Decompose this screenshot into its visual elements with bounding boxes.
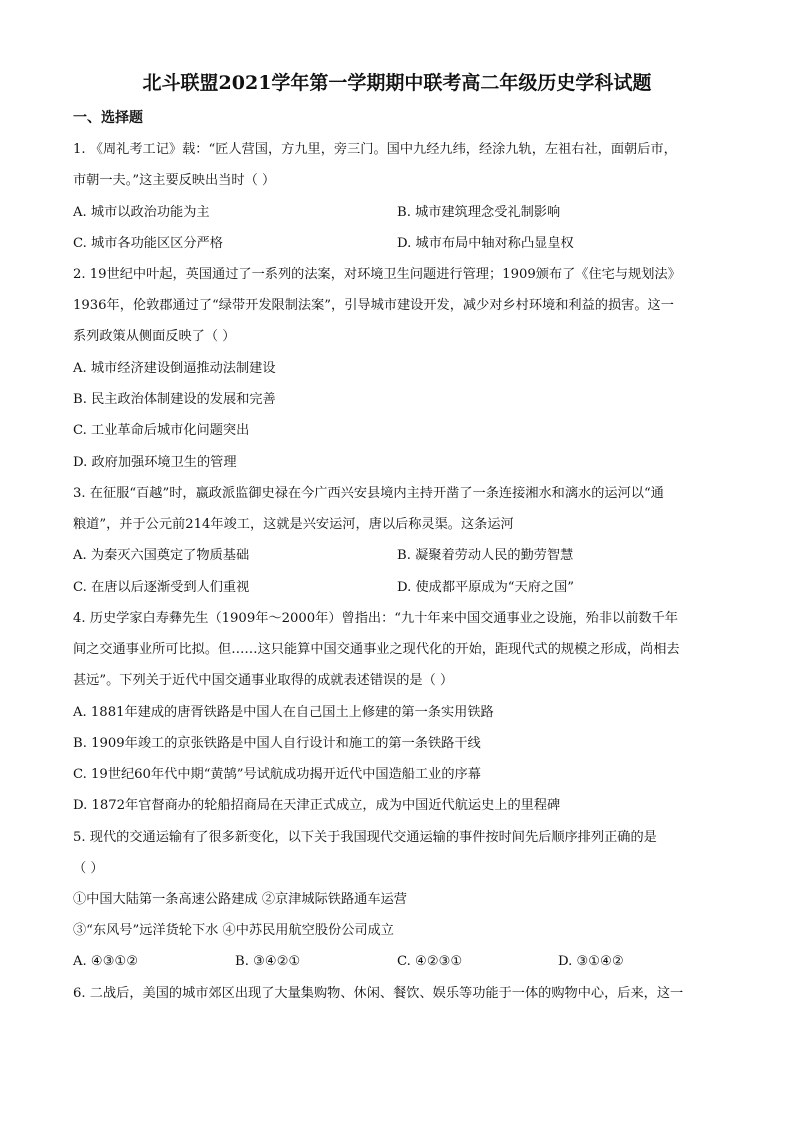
q4-option-b: B. 1909年竣工的京张铁路是中国人自行设计和施工的第一条铁路干线 [73, 736, 481, 751]
q5-stem-line-1: 5. 现代的交通运输有了很多新变化，以下关于我国现代交通运输的事件按时间先后顺序排列正确的是 [73, 830, 657, 845]
q5-option-b: B. ③④②① [235, 954, 301, 969]
q2-option-a: A. 城市经济建设倒逼推动法制建设 [73, 361, 276, 376]
q6-stem-line-1: 6. 二战后，美国的城市郊区出现了大量集购物、休闲、餐饮、娱乐等功能于一体的购物中心，后来，这一 [73, 986, 684, 1001]
q4-stem-line-3: 甚远”。下列关于近代中国交通事业取得的成就表述错误的是（ ） [73, 673, 454, 688]
q1-option-a: A. 城市以政治功能为主 [73, 205, 210, 220]
q1-option-d: D. 城市布局中轴对称凸显皇权 [397, 236, 574, 251]
q2-option-b: B. 民主政治体制建设的发展和完善 [73, 392, 276, 407]
q2-option-d: D. 政府加强环境卫生的管理 [73, 455, 237, 470]
q1-stem-line-2: 市朝一夫。”这主要反映出当时（ ） [73, 173, 276, 188]
q3-option-d: D. 使成都平原成为“天府之国” [397, 580, 575, 595]
page-title: 北斗联盟2021学年第一学期期中联考高二年级历史学科试题 [142, 72, 652, 94]
q3-stem-line-1: 3. 在征服“百越”时，嬴政派监御史禄在今广西兴安县境内主持开凿了一条连接湘水和漓水的运河以“通 [73, 486, 664, 501]
q5-option-d: D. ③①④② [558, 954, 624, 969]
q4-option-a: A. 1881年建成的唐胥铁路是中国人在自己国土上修建的第一条实用铁路 [73, 705, 494, 720]
q3-stem-line-2: 粮道”，并于公元前214年竣工，这就是兴安运河，唐以后称灵渠。这条运河 [73, 517, 514, 532]
q2-stem-line-2: 1936年，伦敦郡通过了“绿带开发限制法案”，引导城市建设开发，减少对乡村环境和利益的损害。这一 [73, 298, 674, 313]
q2-stem-line-1: 2. 19世纪中叶起，英国通过了一系列的法案，对环境卫生问题进行管理；1909颁布了《住宅与规划法》 [73, 267, 681, 282]
q5-stem-line-2: （ ） [73, 861, 104, 876]
q2-option-c: C. 工业革命后城市化问题突出 [73, 423, 250, 438]
q5-items-line-2: ③“东风号”远洋货轮下水 ④中苏民用航空股份公司成立 [73, 923, 394, 938]
q4-option-d: D. 1872年官督商办的轮船招商局在天津正式成立，成为中国近代航运史上的里程碑 [73, 798, 561, 813]
q4-stem-line-2: 间之交通事业所可比拟。但……这只能算中国交通事业之现代化的开始，距现代式的规模之形成，尚相去 [73, 642, 680, 657]
q3-option-a: A. 为秦灭六国奠定了物质基础 [73, 548, 250, 563]
q4-stem-line-1: 4. 历史学家白寿彝先生（1909年～2000年）曾指出：“九十年来中国交通事业之设施，殆非以前数千年 [73, 611, 678, 626]
q5-option-a: A. ④③①② [73, 954, 139, 969]
q1-option-c: C. 城市各功能区区分严格 [73, 236, 223, 251]
q4-option-c: C. 19世纪60年代中期“黄鹄”号试航成功揭开近代中国造船工业的序幕 [73, 767, 481, 782]
q2-stem-line-3: 系列政策从侧面反映了（ ） [73, 329, 236, 344]
q3-option-c: C. 在唐以后逐渐受到人们重视 [73, 580, 250, 595]
q5-items-line-1: ①中国大陆第一条高速公路建成 ②京津城际铁路通车运营 [73, 892, 407, 907]
section-heading: 一、选择题 [73, 110, 143, 126]
q1-option-b: B. 城市建筑理念受礼制影响 [397, 205, 561, 220]
q3-option-b: B. 凝聚着劳动人民的勤劳智慧 [397, 548, 574, 563]
q1-stem-line-1: 1. 《周礼考工记》载：“匠人营国，方九里，旁三门。国中九经九纬，经涂九轨，左祖右社，面朝后市， [73, 142, 677, 157]
q5-option-c: C. ④②③① [397, 954, 463, 969]
